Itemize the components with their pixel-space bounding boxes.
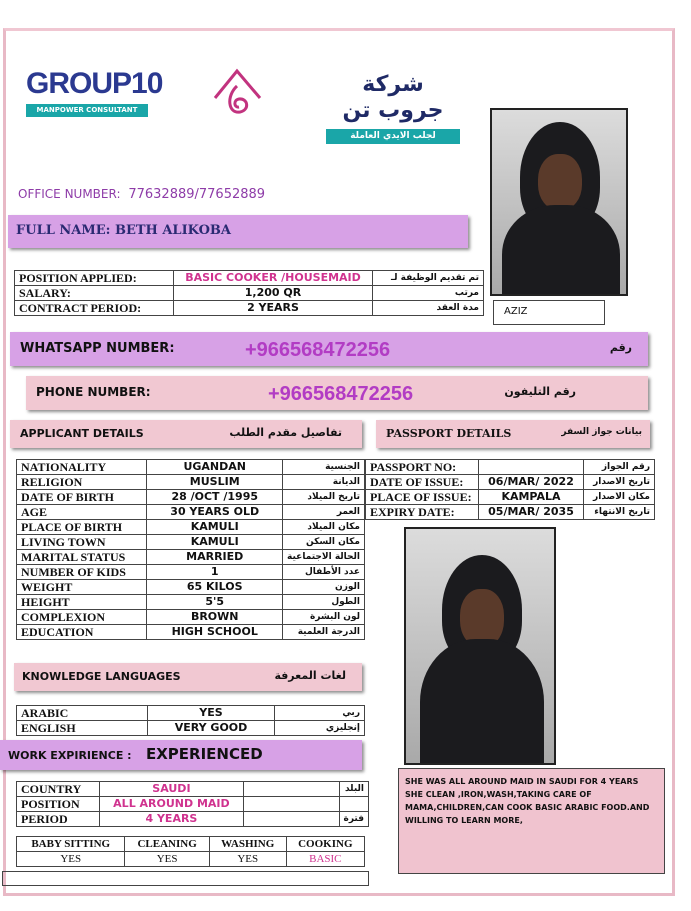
office-number-value: 77632889/77652889	[128, 187, 266, 202]
group10-subtitle: MANPOWER CONSULTANT	[26, 104, 148, 117]
row-value: 06/MAR/ 2022	[479, 475, 584, 490]
group10-logo	[26, 67, 163, 123]
row-value: 65 KILOS	[147, 580, 283, 595]
row-arabic: مكان السكن	[283, 535, 365, 550]
row-value: KAMPALA	[479, 490, 584, 505]
skills-table	[16, 836, 365, 867]
skill-value: YES	[209, 852, 286, 867]
row-arabic: الحالة الاجتماعية	[283, 550, 365, 565]
row-label: ENGLISH	[17, 721, 148, 736]
remarks-box	[398, 768, 665, 874]
arabic-logo-title: شركة جروب تن	[342, 72, 444, 123]
skills-value-row	[17, 852, 365, 867]
bottom-empty-row	[2, 871, 369, 886]
row-label: CONTRACT PERIOD:	[15, 301, 174, 316]
skill-header: COOKING	[286, 837, 364, 852]
row-label: ARABIC	[17, 706, 148, 721]
table-row	[15, 271, 484, 286]
passport-details-arabic: بيانات جواز السفر	[561, 427, 642, 437]
row-value: BROWN	[147, 610, 283, 625]
table-row	[17, 565, 365, 580]
row-label: WEIGHT	[17, 580, 147, 595]
row-arabic: الديانة	[283, 475, 365, 490]
row-label: AGE	[17, 505, 147, 520]
arabic-logo-subtitle: لجلب الايدي العاملة	[326, 129, 460, 144]
table-row	[17, 797, 369, 812]
row-label: EDUCATION	[17, 625, 147, 640]
row-arabic: تم تقديم الوظيفة لـ	[373, 271, 484, 286]
row-label: RELIGION	[17, 475, 147, 490]
table-row	[17, 706, 365, 721]
row-label: EXPIRY DATE:	[366, 505, 479, 520]
row-arabic: البلد	[339, 782, 368, 797]
work-experience-label: WORK EXPIRIENCE :	[8, 749, 132, 762]
table-row	[17, 460, 365, 475]
table-row	[17, 505, 365, 520]
row-label: POSITION APPLIED:	[15, 271, 174, 286]
row-empty	[243, 782, 339, 797]
row-label: POSITION	[17, 797, 100, 812]
row-value: 4 YEARS	[99, 812, 243, 827]
row-arabic: إنجليزي	[275, 721, 365, 736]
skill-header: BABY SITTING	[17, 837, 125, 852]
work-experience-value: EXPERIENCED	[146, 745, 263, 763]
table-row	[17, 610, 365, 625]
row-label: DATE OF ISSUE:	[366, 475, 479, 490]
full-name-bar	[8, 215, 468, 248]
table-row	[366, 490, 655, 505]
table-row	[17, 782, 369, 797]
row-value: BASIC COOKER /HOUSEMAID	[174, 271, 373, 286]
skill-value: BASIC	[286, 852, 364, 867]
skills-header-row	[17, 837, 365, 852]
table-row	[17, 475, 365, 490]
languages-header	[14, 663, 362, 691]
center-logo-icon	[210, 66, 265, 121]
languages-arabic: لغات المعرفة	[274, 669, 346, 682]
phone-number: +966568472256	[268, 383, 414, 405]
row-value: 1,200 QR	[174, 286, 373, 301]
row-value: 05/MAR/ 2035	[479, 505, 584, 520]
row-value: KAMULI	[147, 535, 283, 550]
work-experience-bar	[0, 740, 362, 770]
row-arabic: تاريخ الاصدار	[584, 475, 655, 490]
table-row	[17, 550, 365, 565]
row-label: COMPLEXION	[17, 610, 147, 625]
row-arabic	[339, 797, 368, 812]
row-value: ALL AROUND MAID	[99, 797, 243, 812]
remarks-text: SHE WAS ALL AROUND MAID IN SAUDI FOR 4 YEARS SHE CLEAN ,IRON,WASH,TAKING CARE OF MAMA,CHILDREN,CAN COOK BASIC ARABIC FOOD.AND WILLING TO LEARN MORE,	[405, 777, 650, 825]
row-arabic: الجنسية	[283, 460, 365, 475]
table-row	[17, 721, 365, 736]
row-label: SALARY:	[15, 286, 174, 301]
row-label: COUNTRY	[17, 782, 100, 797]
phone-label: PHONE NUMBER:	[36, 385, 151, 399]
row-value: VERY GOOD	[148, 721, 275, 736]
languages-table	[16, 705, 365, 736]
applicant-photo-top	[490, 108, 628, 296]
row-empty	[243, 797, 339, 812]
row-value: MARRIED	[147, 550, 283, 565]
row-value: YES	[148, 706, 275, 721]
row-value: MUSLIM	[147, 475, 283, 490]
phone-arabic: رقم التليفون	[504, 385, 576, 398]
row-value: 30 YEARS OLD	[147, 505, 283, 520]
table-row	[366, 505, 655, 520]
row-arabic: تاريخ الانتهاء	[584, 505, 655, 520]
row-arabic: مكان الاصدار	[584, 490, 655, 505]
applicant-table	[16, 459, 365, 640]
skill-header: WASHING	[209, 837, 286, 852]
passport-details-header	[376, 420, 650, 448]
row-label: PLACE OF BIRTH	[17, 520, 147, 535]
table-row	[15, 301, 484, 316]
row-value: 2 YEARS	[174, 301, 373, 316]
row-label: PASSPORT NO:	[366, 460, 479, 475]
table-row	[17, 595, 365, 610]
experience-table	[16, 781, 369, 827]
applicant-details-arabic: تفاصيل مقدم الطلب	[229, 426, 342, 439]
photo-caption-box	[493, 300, 605, 325]
row-value: 5'5	[147, 595, 283, 610]
row-label: PLACE OF ISSUE:	[366, 490, 479, 505]
row-label: LIVING TOWN	[17, 535, 147, 550]
whatsapp-arabic: رقم	[609, 341, 632, 354]
photo-caption: AZIZ	[504, 306, 528, 317]
row-arabic: مكان الميلاد	[283, 520, 365, 535]
table-row	[17, 490, 365, 505]
office-number-label: OFFICE NUMBER:	[18, 187, 121, 201]
whatsapp-label: WHATSAPP NUMBER:	[20, 341, 175, 356]
row-label: HEIGHT	[17, 595, 147, 610]
row-value: KAMULI	[147, 520, 283, 535]
row-arabic: مدة العقد	[373, 301, 484, 316]
row-value: HIGH SCHOOL	[147, 625, 283, 640]
row-arabic: عدد الأطفال	[283, 565, 365, 580]
row-arabic: ربي	[275, 706, 365, 721]
row-arabic: الدرجة العلمية	[283, 625, 365, 640]
passport-table	[365, 459, 655, 520]
applicant-details-label: APPLICANT DETAILS	[20, 427, 144, 440]
row-value: UGANDAN	[147, 460, 283, 475]
table-row	[17, 812, 369, 827]
whatsapp-number: +966568472256	[245, 339, 391, 361]
arabic-logo	[326, 72, 460, 141]
row-arabic: الطول	[283, 595, 365, 610]
table-row	[15, 286, 484, 301]
full-name: FULL NAME: BETH ALIKOBA	[16, 223, 232, 238]
skill-value: YES	[125, 852, 209, 867]
row-label: NATIONALITY	[17, 460, 147, 475]
row-value: 28 /OCT /1995	[147, 490, 283, 505]
skill-value: YES	[17, 852, 125, 867]
row-arabic: فترة	[339, 812, 368, 827]
row-arabic: مرتب	[373, 286, 484, 301]
row-label: MARITAL STATUS	[17, 550, 147, 565]
row-value: SAUDI	[99, 782, 243, 797]
row-empty	[243, 812, 339, 827]
row-label: DATE OF BIRTH	[17, 490, 147, 505]
row-label: PERIOD	[17, 812, 100, 827]
phone-bar	[26, 376, 648, 410]
row-arabic: الوزن	[283, 580, 365, 595]
table-row	[17, 625, 365, 640]
group10-title: GROUP10	[26, 67, 163, 100]
whatsapp-bar	[10, 332, 648, 366]
table-row	[366, 460, 655, 475]
row-arabic: العمر	[283, 505, 365, 520]
position-table	[14, 270, 484, 316]
row-value: 1	[147, 565, 283, 580]
row-arabic: رقم الجواز	[584, 460, 655, 475]
row-arabic: لون البشرة	[283, 610, 365, 625]
passport-details-label: PASSPORT DETAILS	[386, 427, 512, 440]
skill-header: CLEANING	[125, 837, 209, 852]
table-row	[17, 520, 365, 535]
office-number	[18, 187, 265, 202]
row-arabic: تاريخ الميلاد	[283, 490, 365, 505]
languages-label: KNOWLEDGE LANGUAGES	[22, 670, 181, 683]
table-row	[366, 475, 655, 490]
applicant-photo-full	[404, 527, 556, 765]
row-label: NUMBER OF KIDS	[17, 565, 147, 580]
applicant-details-header	[10, 420, 362, 448]
table-row	[17, 535, 365, 550]
table-row	[17, 580, 365, 595]
row-value	[479, 460, 584, 475]
